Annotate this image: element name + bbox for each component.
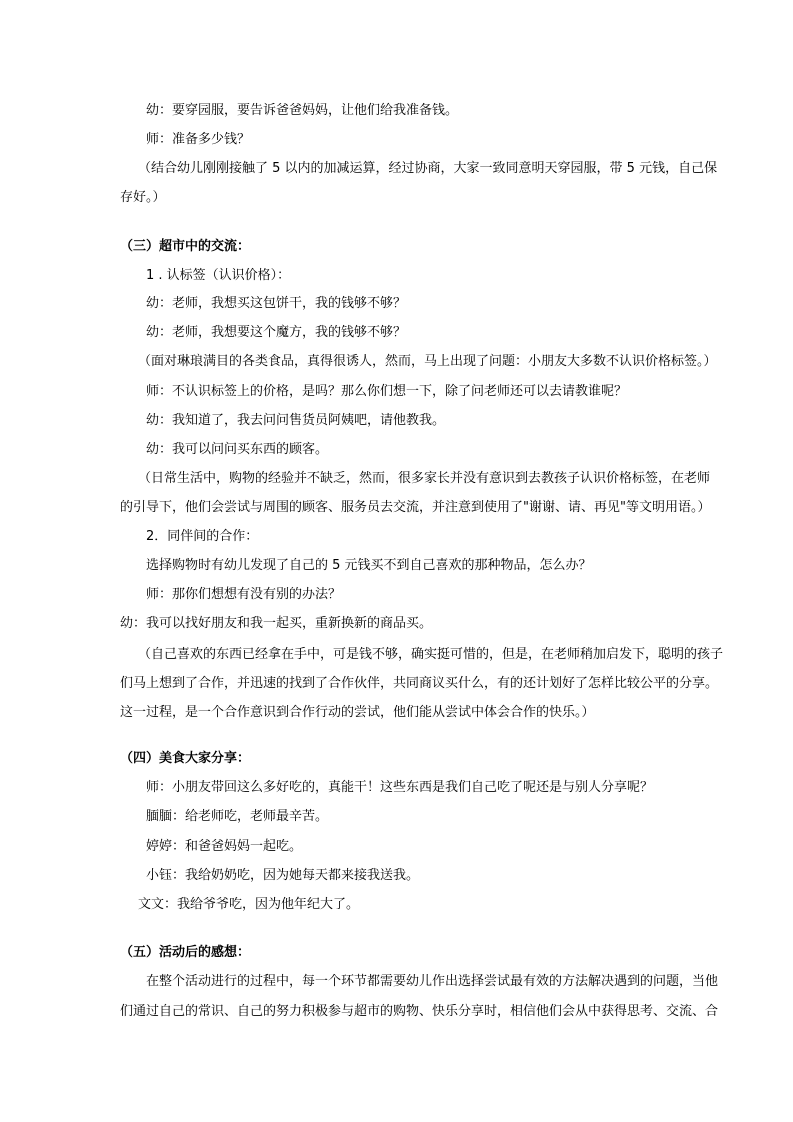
dialogue-line: 腼腼：给老师吃，老师最辛苦。 <box>146 809 329 824</box>
dialogue-line: 小钰：我给奶奶吃，因为她每天都来接我送我。 <box>146 868 420 883</box>
section-heading: （五）活动后的感想： <box>120 945 251 960</box>
body-line: 们通过自己的常识、自己的努力积极参与超市的购物、快乐分享时，相信他们会从中获得思考、交流、合 <box>120 1004 719 1019</box>
dialogue-line: 幼：我知道了，我去问问售货员阿姨吧，请他教我。 <box>146 413 446 428</box>
dialogue-line: 幼：要穿园服，要告诉爸爸妈妈，让他们给我准备钱。 <box>146 103 459 118</box>
note-line: 存好。） <box>120 190 166 205</box>
dialogue-line: 师：那你们想想有没有别的办法？ <box>146 587 342 602</box>
section-heading: （四）美食大家分享： <box>120 751 251 766</box>
note-line: （自己喜欢的东西已经拿在手中，可是钱不够，确实挺可惜的，但是，在老师稍加启发下，聪明的孩子 <box>138 647 724 662</box>
dialogue-line: 师：准备多少钱？ <box>146 132 251 147</box>
section-heading: （三）超市中的交流： <box>120 239 251 254</box>
note-line: （结合幼儿刚刚接触了 5 以内的加减运算，经过协商，大家一致同意明天穿园服，带 5 元钱，自己保 <box>138 161 718 176</box>
dialogue-line: 师：小朋友带回这么多好吃的，真能干！这些东西是我们自己吃了呢还是与别人分享呢？ <box>146 780 654 795</box>
dialogue-line: 幼：我可以找好朋友和我一起买，重新换新的商品买。 <box>120 616 433 631</box>
note-line: （日常生活中，购物的经验并不缺乏，然而，很多家长并没有意识到去教孩子认识价格标签，在老师 <box>138 471 711 486</box>
note-line: （面对琳琅满目的各类食品，真得很诱人，然而，马上出现了问题：小朋友大多数不认识价格标签。） <box>138 354 717 369</box>
dialogue-line: 师：不认识标签上的价格，是吗？那么你们想一下，除了问老师还可以去请教谁呢？ <box>146 384 628 399</box>
note-line: 的引导下，他们会尝试与周围的顾客、服务员去交流，并注意到使用了"谢谢、请、再见"等文明用语。） <box>120 500 711 515</box>
subsection-title: 1 . 认标签（认识价格）： <box>146 268 291 283</box>
dialogue-line: 婷婷：和爸爸妈妈一起吃。 <box>146 839 303 854</box>
note-line: 们马上想到了合作，并迅速的找到了合作伙伴，共同商议买什么，有的还计划好了怎样比较公平的分享。 <box>120 676 719 691</box>
body-line: 在整个活动进行的过程中，每一个环节都需要幼儿作出选择尝试最有效的方法解决遇到的问题，当他 <box>146 974 719 989</box>
body-line: 选择购物时有幼儿发现了自己的 5 元钱买不到自己喜欢的那种物品，怎么办？ <box>146 558 592 573</box>
dialogue-line: 幼：老师，我想要这个魔方，我的钱够不够？ <box>146 325 407 340</box>
dialogue-line: 幼：我可以问问买东西的顾客。 <box>146 442 329 457</box>
dialogue-line: 文文：我给爷爷吃，因为他年纪大了。 <box>138 897 360 912</box>
subsection-title: 2．同伴间的合作： <box>146 529 259 544</box>
note-line: 这一过程，是一个合作意识到合作行动的尝试，他们能从尝试中体会合作的快乐。） <box>120 705 595 720</box>
dialogue-line: 幼：老师，我想买这包饼干，我的钱够不够？ <box>146 296 407 311</box>
